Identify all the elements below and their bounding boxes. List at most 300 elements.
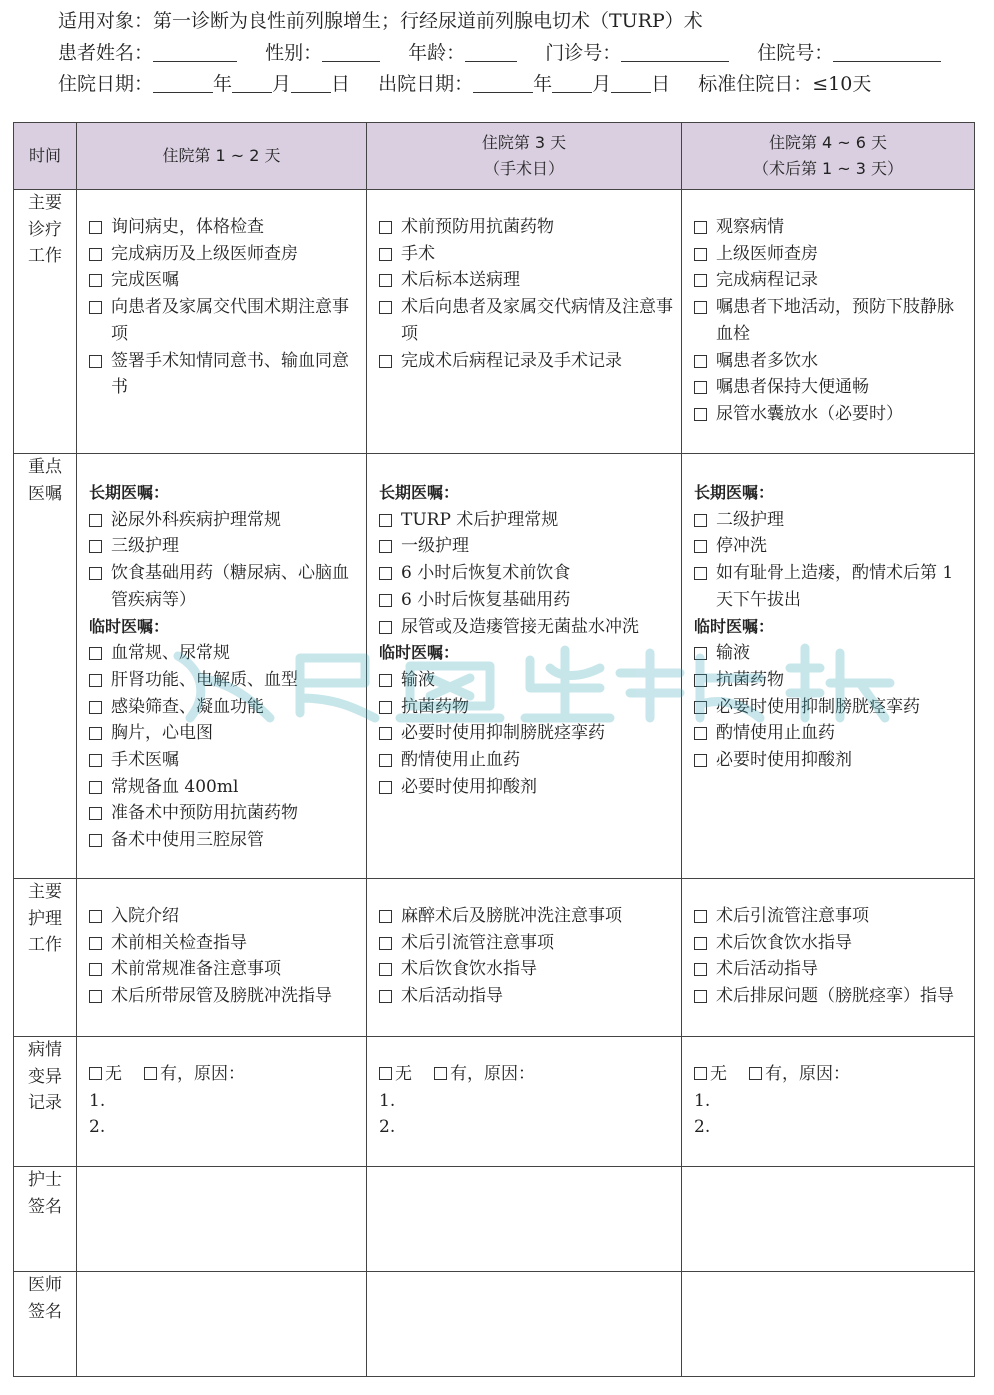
checkbox[interactable]: [89, 701, 102, 714]
checklist-item: [694, 267, 974, 294]
table-cell: [682, 454, 975, 879]
checklist-item: [89, 956, 366, 983]
nurse-signature-field[interactable]: [367, 1167, 682, 1272]
checkbox[interactable]: [89, 754, 102, 767]
variance-none-label: 无: [105, 1064, 122, 1084]
checklist-item-text: 观察病情: [716, 217, 784, 237]
row-label-line: 护士: [28, 1170, 62, 1190]
checkbox[interactable]: [379, 781, 392, 794]
checkbox[interactable]: [694, 963, 707, 976]
variance-none-checkbox[interactable]: [89, 1067, 102, 1080]
table-cell: [682, 879, 975, 1037]
checklist-item-text: 泌尿外科疾病护理常规: [111, 509, 281, 530]
checklist-item-text: 上级医师查房: [716, 243, 818, 264]
checkbox[interactable]: [694, 381, 707, 394]
checkbox[interactable]: [89, 781, 102, 794]
checklist-item: [89, 800, 366, 827]
checklist-item: [379, 667, 681, 694]
checklist-item: [694, 560, 974, 613]
inpatient-no-label: 住院号：: [757, 41, 834, 64]
checklist-item-text: 术后引流管注意事项: [716, 906, 869, 926]
checklist-item-text: 术后排尿问题（膀胱痉挛）指导: [716, 986, 954, 1007]
checklist-item: [89, 720, 366, 747]
patient-name-label: 患者姓名：: [58, 41, 154, 64]
checklist-item: [694, 983, 974, 1010]
checklist-item-text: 肝肾功能、电解质、血型: [111, 669, 298, 690]
checklist-item: [379, 241, 681, 268]
checklist-item: [89, 903, 366, 930]
table-cell: [367, 1037, 682, 1167]
col-day1-2-title: 住院第 1 ~ 2 天: [162, 146, 281, 165]
checklist-item-text: 必要时使用抑制膀胱痉挛药: [716, 696, 920, 717]
table-cell: [367, 190, 682, 454]
row-label: [14, 879, 77, 1037]
checklist-item-text: 一级护理: [401, 536, 469, 557]
doctor-signature-field[interactable]: [682, 1272, 975, 1377]
checklist-item-text: 抗菌药物: [716, 669, 784, 690]
checklist-item-text: 输液: [401, 669, 435, 690]
row-label-line: 主要: [28, 193, 62, 213]
doctor-signature-field[interactable]: [367, 1272, 682, 1377]
discharge-month-field[interactable]: [552, 72, 592, 93]
checkbox[interactable]: [379, 674, 392, 687]
checkbox[interactable]: [379, 514, 392, 527]
checkbox[interactable]: [379, 990, 392, 1003]
checklist-item: [694, 667, 974, 694]
checkbox[interactable]: [89, 674, 102, 687]
row-doctor-signature: [14, 1272, 975, 1377]
row-label: [14, 1037, 77, 1167]
col-day1-2-header: [77, 123, 367, 190]
orders-cell: [682, 454, 974, 774]
checkbox[interactable]: [694, 990, 707, 1003]
checklist-item-text: 抗菌药物: [401, 696, 469, 717]
nurse-signature-field[interactable]: [77, 1167, 367, 1272]
variance-options: [694, 1061, 974, 1088]
checklist-item: [694, 507, 974, 534]
checkbox[interactable]: [379, 910, 392, 923]
checklist-item-text: 胸片，心电图: [111, 723, 213, 744]
checklist-item: [694, 720, 974, 747]
checklist-item-text: 输液: [716, 643, 750, 664]
checklist-item-text: 完成病程记录: [716, 270, 818, 291]
col-day3-subtitle: （手术日）: [483, 159, 564, 178]
row-label-line: 签名: [28, 1196, 62, 1217]
checklist-item-text: 完成病历及上级医师查房: [111, 243, 298, 264]
clinic-no-label: 门诊号：: [545, 41, 622, 64]
variance-has-label: 有，原因：: [765, 1064, 850, 1084]
checklist-item-text: 术后饮食饮水指导: [716, 932, 852, 953]
table-cell: [682, 190, 975, 454]
checkbox[interactable]: [379, 754, 392, 767]
admit-day-unit: 日: [331, 73, 351, 95]
checklist-item-text: 如有耻骨上造瘘，酌情术后第 1 天下午拔出: [716, 563, 954, 610]
checklist-item-text: 麻醉术后及膀胱冲洗注意事项: [401, 906, 622, 926]
checklist-item: [694, 747, 974, 774]
checklist-item: [379, 903, 681, 930]
variance-has-checkbox[interactable]: [749, 1067, 762, 1080]
checklist-item: [694, 241, 974, 268]
gender-label: 性别：: [265, 41, 323, 64]
checklist-item: [694, 214, 974, 241]
row-label: [14, 1272, 77, 1377]
checklist-item: [89, 294, 366, 347]
temporary-orders-heading: 临时医嘱：: [694, 616, 775, 636]
checkbox[interactable]: [694, 274, 707, 287]
checklist-item-text: 饮食基础用药（糖尿病、心脑血管疾病等）: [111, 563, 349, 610]
checkbox[interactable]: [694, 514, 707, 527]
variance-has-label: 有，原因：: [450, 1064, 535, 1084]
clinical-pathway-table: [13, 122, 975, 1377]
discharge-date-label: 出院日期：: [378, 73, 474, 95]
checklist-item-text: 签署手术知情同意书、输血同意书: [111, 350, 349, 398]
checkbox[interactable]: [379, 594, 392, 607]
checklist-item: [694, 640, 974, 667]
checkbox[interactable]: [89, 937, 102, 950]
checkbox[interactable]: [694, 701, 707, 714]
temporary-orders-heading: 临时医嘱：: [89, 616, 170, 636]
row-label-line: 主要: [28, 882, 62, 902]
row-label-text: [26, 1272, 64, 1325]
row-label: [14, 190, 77, 454]
row-label-line: 签名: [28, 1301, 62, 1322]
row-label-line: 工作: [28, 246, 62, 266]
row-label-text: [26, 1167, 64, 1220]
checklist-item: [694, 903, 974, 930]
checkbox[interactable]: [694, 540, 707, 553]
variance-cell: [682, 1037, 974, 1141]
checklist-item: [89, 667, 366, 694]
table-cell: [367, 454, 682, 879]
row-label-text: [26, 879, 64, 959]
row-variance-record: [14, 1037, 975, 1167]
checklist-item-text: 术后向患者及家属交代病情及注意事项: [401, 297, 673, 344]
checkbox[interactable]: [379, 621, 392, 634]
checklist-item: [694, 930, 974, 957]
checklist-item: [379, 560, 681, 587]
age-field[interactable]: [465, 41, 517, 62]
checklist-item-text: 准备术中预防用抗菌药物: [111, 803, 298, 824]
row-label-line: 变异: [28, 1066, 62, 1087]
checkbox[interactable]: [694, 937, 707, 950]
checkbox[interactable]: [694, 567, 707, 580]
checkbox[interactable]: [89, 540, 102, 553]
checklist-item: [89, 560, 366, 613]
checklist-item: [694, 401, 974, 428]
checklist-item-text: 术后饮食饮水指导: [401, 959, 537, 980]
nurse-signature-field[interactable]: [682, 1167, 975, 1272]
checklist-item-text: 感染筛查、凝血功能: [111, 696, 264, 717]
row-label: [14, 454, 77, 879]
table-cell: [77, 1037, 367, 1167]
admit-year-unit: 年: [213, 73, 233, 95]
discharge-month-unit: 月: [592, 73, 612, 95]
variance-reason-line[interactable]: 2.: [379, 1117, 396, 1138]
checklist: [379, 507, 681, 641]
dates-line: [58, 69, 958, 101]
checkbox[interactable]: [694, 727, 707, 740]
orders-cell: [77, 454, 366, 854]
checkbox[interactable]: [89, 807, 102, 820]
variance-reason-line[interactable]: 2.: [694, 1117, 711, 1138]
variance-cell: [367, 1037, 681, 1141]
pathway-header: [58, 6, 958, 101]
checkbox[interactable]: [89, 990, 102, 1003]
checklist-item: [89, 747, 366, 774]
checkbox[interactable]: [694, 248, 707, 261]
checklist-item: [379, 720, 681, 747]
discharge-day-field[interactable]: [611, 72, 651, 93]
checklist: [694, 640, 974, 774]
checkbox[interactable]: [89, 963, 102, 976]
checkbox[interactable]: [694, 647, 707, 660]
checklist-item: [379, 956, 681, 983]
checkbox[interactable]: [89, 514, 102, 527]
checklist-item-text: 术后引流管注意事项: [401, 932, 554, 953]
checkbox[interactable]: [379, 937, 392, 950]
checkbox[interactable]: [379, 727, 392, 740]
patient-name-field[interactable]: [153, 41, 237, 62]
checkbox[interactable]: [89, 647, 102, 660]
row-diagnosis-work: [14, 190, 975, 454]
checklist-item-text: 嘱患者保持大便通畅: [716, 377, 869, 398]
inpatient-no-field[interactable]: [833, 41, 941, 62]
patient-info-line: [58, 38, 958, 70]
checklist: [89, 640, 366, 854]
checklist-item-text: 尿管或及造瘘管接无菌盐水冲洗: [401, 616, 639, 637]
row-label-line: 护理: [28, 908, 62, 929]
checklist-item-text: 备术中使用三腔尿管: [111, 830, 264, 851]
checkbox[interactable]: [379, 963, 392, 976]
variance-cell: [77, 1037, 366, 1141]
checklist-item-text: 嘱患者下地活动，预防下肢静脉血栓: [716, 297, 954, 344]
checklist-item: [89, 694, 366, 721]
checklist-item-text: TURP 术后护理常规: [401, 509, 559, 530]
row-label: [14, 1167, 77, 1272]
checklist: [682, 879, 974, 1010]
variance-reason-line[interactable]: 1.: [89, 1090, 106, 1111]
checklist: [77, 190, 366, 401]
variance-none-checkbox[interactable]: [379, 1067, 392, 1080]
checkbox[interactable]: [379, 567, 392, 580]
checklist-item: [379, 294, 681, 347]
variance-options: [379, 1061, 681, 1088]
checklist-item-text: 术后标本送病理: [401, 270, 520, 291]
col-day3-title: 住院第 3 天: [481, 133, 567, 152]
checklist-item-text: 6 小时后恢复基础用药: [401, 589, 571, 610]
checklist-item-text: 酌情使用止血药: [401, 750, 520, 771]
checkbox[interactable]: [694, 674, 707, 687]
variance-reason-line[interactable]: 2.: [89, 1117, 106, 1138]
row-label-line: 诊疗: [28, 219, 62, 240]
checklist-item-text: 停冲洗: [716, 536, 767, 557]
checklist-item-text: 手术医嘱: [111, 750, 179, 771]
row-label-line: 记录: [28, 1093, 62, 1113]
checklist-item: [89, 640, 366, 667]
orders-cell: [367, 454, 681, 800]
checklist-item-text: 术前预防用抗菌药物: [401, 217, 554, 237]
checklist-item-text: 手术: [401, 243, 435, 264]
checkbox[interactable]: [694, 910, 707, 923]
admit-date-label: 住院日期：: [58, 73, 154, 95]
row-label-line: 重点: [28, 457, 62, 477]
checklist-item-text: 术前相关检查指导: [111, 932, 247, 953]
checkbox[interactable]: [379, 248, 392, 261]
checklist-item-text: 完成医嘱: [111, 270, 179, 291]
row-nursing-work: [14, 879, 975, 1037]
checklist-item-text: 酌情使用止血药: [716, 723, 835, 744]
checklist-item: [89, 827, 366, 854]
row-label-text: [26, 190, 64, 270]
checklist-item: [694, 956, 974, 983]
variance-none-checkbox[interactable]: [694, 1067, 707, 1080]
row-label-line: 工作: [28, 935, 62, 955]
table-header-row: [14, 123, 975, 190]
temporary-orders-heading: 临时医嘱：: [379, 643, 460, 663]
gender-field[interactable]: [322, 41, 380, 62]
col-day4-6-subtitle: （术后第 1 ~ 3 天）: [752, 159, 904, 178]
checklist-item: [379, 214, 681, 241]
checkbox[interactable]: [89, 248, 102, 261]
checklist-item: [89, 983, 366, 1010]
checkbox[interactable]: [379, 301, 392, 314]
table-cell: [682, 1037, 975, 1167]
row-label-line: 病情: [28, 1040, 62, 1060]
table-cell: [367, 879, 682, 1037]
checklist-item: [379, 774, 681, 801]
checklist-item-text: 二级护理: [716, 509, 784, 530]
checklist-item-text: 术后所带尿管及膀胱冲洗指导: [111, 986, 332, 1007]
variance-none-label: 无: [710, 1064, 727, 1084]
checklist: [89, 507, 366, 614]
checkbox[interactable]: [89, 355, 102, 368]
admit-month-field[interactable]: [232, 72, 272, 93]
col-day3-header: [367, 123, 682, 190]
variance-has-checkbox[interactable]: [144, 1067, 157, 1080]
checkbox[interactable]: [89, 301, 102, 314]
checklist-item-text: 必要时使用抑制膀胱痉挛药: [401, 723, 605, 744]
checklist-item: [89, 214, 366, 241]
admit-month-unit: 月: [272, 73, 292, 95]
checkbox[interactable]: [89, 567, 102, 580]
checklist-item: [379, 348, 681, 375]
checklist-item-text: 6 小时后恢复术前饮食: [401, 563, 571, 584]
variance-reason-line[interactable]: 1.: [694, 1090, 711, 1111]
checkbox[interactable]: [89, 910, 102, 923]
checkbox[interactable]: [89, 274, 102, 287]
checklist: [379, 667, 681, 801]
checkbox[interactable]: [379, 701, 392, 714]
clinic-no-field[interactable]: [621, 41, 729, 62]
row-nurse-signature: [14, 1167, 975, 1272]
checkbox[interactable]: [379, 540, 392, 553]
checklist-item-text: 术后活动指导: [401, 986, 503, 1007]
discharge-year-field[interactable]: [473, 72, 533, 93]
checklist: [367, 879, 681, 1010]
discharge-year-unit: 年: [533, 73, 553, 95]
long-term-orders-heading: 长期医嘱：: [379, 483, 460, 502]
checklist-item-text: 向患者及家属交代围术期注意事项: [111, 297, 349, 344]
long-term-orders-heading: 长期医嘱：: [694, 483, 775, 502]
long-term-orders-heading: 长期医嘱：: [89, 483, 170, 502]
row-label-line: 医嘱: [28, 483, 62, 504]
checkbox[interactable]: [694, 221, 707, 234]
checkbox[interactable]: [694, 754, 707, 767]
checklist-item: [379, 267, 681, 294]
checklist-item: [379, 587, 681, 614]
checkbox[interactable]: [89, 727, 102, 740]
checkbox[interactable]: [694, 355, 707, 368]
variance-reason-line[interactable]: 1.: [379, 1090, 396, 1111]
checklist-item-text: 询问病史，体格检查: [111, 217, 264, 237]
checklist-item: [694, 533, 974, 560]
checklist-item: [694, 348, 974, 375]
checkbox[interactable]: [89, 221, 102, 234]
checklist-item-text: 血常规、尿常规: [111, 643, 230, 664]
checklist-item-text: 必要时使用抑酸剂: [401, 776, 537, 797]
checklist-item-text: 入院介绍: [111, 906, 179, 926]
checklist-item-text: 必要时使用抑酸剂: [716, 750, 852, 771]
checkbox[interactable]: [89, 834, 102, 847]
checkbox[interactable]: [694, 301, 707, 314]
variance-has-checkbox[interactable]: [434, 1067, 447, 1080]
checklist-item: [379, 930, 681, 957]
checklist-item-text: 术后活动指导: [716, 959, 818, 980]
checklist-item: [379, 507, 681, 534]
standard-stay: 标准住院日：≤10天: [698, 73, 872, 95]
checklist: [77, 879, 366, 1010]
checklist-item: [89, 774, 366, 801]
checklist-item: [89, 241, 366, 268]
checklist-item: [379, 614, 681, 641]
row-label-line: 医师: [28, 1275, 62, 1295]
checkbox[interactable]: [379, 221, 392, 234]
admit-year-field[interactable]: [153, 72, 213, 93]
row-label-text: [26, 1037, 64, 1117]
table-cell: [77, 879, 367, 1037]
row-label-text: [26, 454, 64, 507]
checklist-item: [89, 267, 366, 294]
checkbox[interactable]: [379, 274, 392, 287]
checkbox[interactable]: [694, 408, 707, 421]
admit-day-field[interactable]: [291, 72, 331, 93]
checklist-item: [379, 983, 681, 1010]
discharge-day-unit: 日: [651, 73, 671, 95]
checklist-item: [89, 507, 366, 534]
checklist: [682, 190, 974, 428]
applicable-subject: 适用对象：第一诊断为良性前列腺增生；行经尿道前列腺电切术（TURP）术: [58, 10, 703, 32]
table-cell: [77, 190, 367, 454]
checkbox[interactable]: [379, 355, 392, 368]
checklist-item: [379, 694, 681, 721]
variance-options: [89, 1061, 366, 1088]
row-key-orders: [14, 454, 975, 879]
doctor-signature-field[interactable]: [77, 1272, 367, 1377]
checklist-item: [379, 533, 681, 560]
age-label: 年龄：: [408, 41, 466, 64]
checklist-item-text: 术前常规准备注意事项: [111, 959, 281, 980]
checklist-item-text: 完成术后病程记录及手术记录: [401, 350, 622, 371]
checklist-item: [379, 747, 681, 774]
checklist-item: [89, 930, 366, 957]
checklist-item: [694, 294, 974, 347]
checklist-item-text: 常规备血 400ml: [111, 776, 239, 797]
checklist-item: [694, 374, 974, 401]
checklist-item-text: 尿管水囊放水（必要时）: [716, 403, 903, 424]
checklist: [367, 190, 681, 374]
checklist-item-text: 嘱患者多饮水: [716, 350, 818, 371]
checklist-item: [89, 533, 366, 560]
